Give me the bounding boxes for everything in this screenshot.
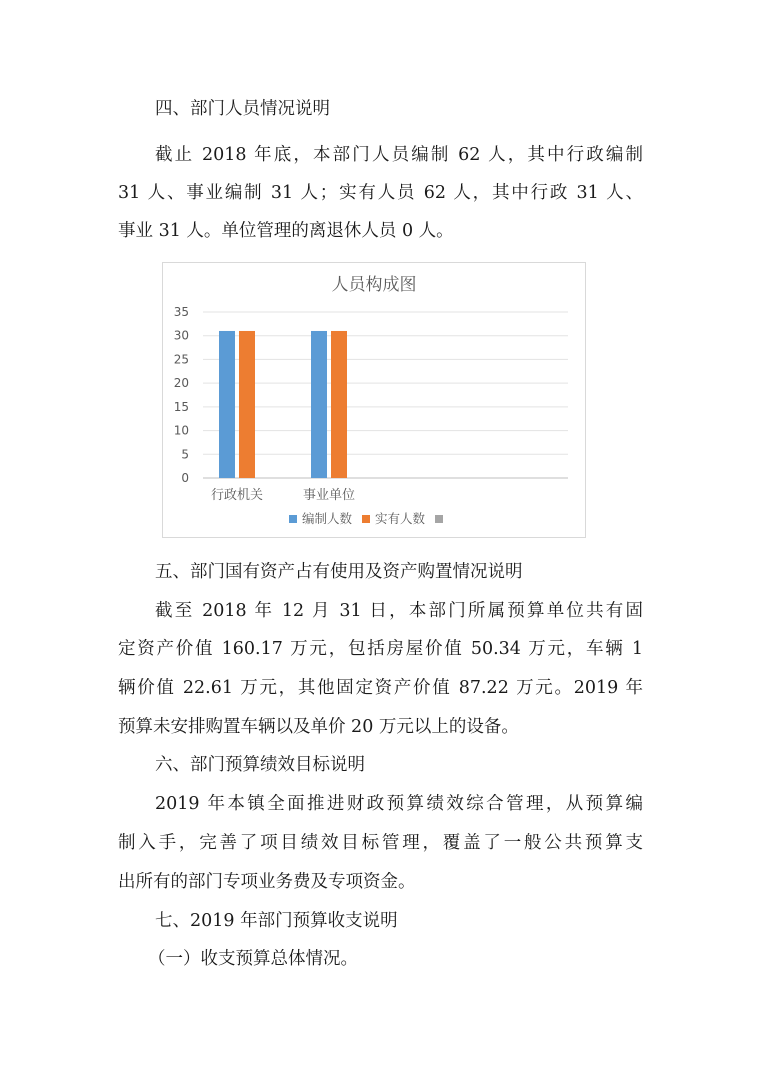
- bar-实有人数: [331, 331, 347, 478]
- legend-swatch: [289, 515, 297, 523]
- section-6-line-1: 2019 年本镇全面推进财政预算绩效综合管理，从预算编: [155, 794, 643, 814]
- y-tick-label: 20: [173, 376, 189, 391]
- section-4-line-3: 事业 31 人。单位管理的离退休人员 0 人。: [118, 221, 454, 241]
- section-5-line-4: 预算未安排购置车辆以及单价 20 万元以上的设备。: [118, 717, 519, 737]
- legend-label: 实有人数: [375, 511, 426, 526]
- legend-label: 编制人数: [302, 511, 353, 526]
- chart-svg: [163, 263, 585, 537]
- section-5-line-1: 截至 2018 年 12 月 31 日，本部门所属预算单位共有固: [155, 601, 643, 621]
- section-5-heading: 五、部门国有资产占有使用及资产购置情况说明: [155, 562, 523, 582]
- y-tick-label: 25: [173, 352, 189, 367]
- section-7-subheading: （一）收支预算总体情况。: [148, 949, 358, 969]
- category-label: 行政机关: [210, 488, 264, 503]
- section-7-heading: 七、2019 年部门预算收支说明: [155, 911, 398, 931]
- section-4-line-1: 截止 2018 年底，本部门人员编制 62 人，其中行政编制: [155, 145, 643, 165]
- y-tick-label: 30: [173, 328, 189, 343]
- chart-title: 人员构成图: [331, 275, 417, 295]
- y-tick-label: 15: [173, 399, 189, 414]
- section-4-heading: 四、部门人员情况说明: [155, 99, 330, 119]
- legend-swatch: [435, 515, 443, 523]
- bar-编制人数: [311, 331, 327, 478]
- section-6-heading: 六、部门预算绩效目标说明: [155, 755, 365, 775]
- bar-实有人数: [239, 331, 255, 478]
- category-label: 事业单位: [302, 488, 356, 503]
- section-6-line-2: 制入手，完善了项目绩效目标管理，覆盖了一般公共预算支: [118, 833, 643, 853]
- y-tick-label: 10: [173, 423, 189, 438]
- section-6-line-3: 出所有的部门专项业务费及专项资金。: [118, 872, 416, 892]
- y-tick-label: 5: [181, 447, 189, 462]
- staff-composition-chart: [162, 262, 586, 538]
- bar-编制人数: [219, 331, 235, 478]
- legend-swatch: [362, 515, 370, 523]
- section-5-line-2: 定资产价值 160.17 万元，包括房屋价值 50.34 万元，车辆 1: [118, 639, 643, 659]
- section-5-line-3: 辆价值 22.61 万元，其他固定资产价值 87.22 万元。2019 年: [118, 678, 643, 698]
- section-4-line-2: 31 人、事业编制 31 人；实有人员 62 人，其中行政 31 人、: [118, 183, 643, 203]
- y-tick-label: 0: [181, 471, 189, 485]
- y-tick-label: 35: [173, 305, 189, 319]
